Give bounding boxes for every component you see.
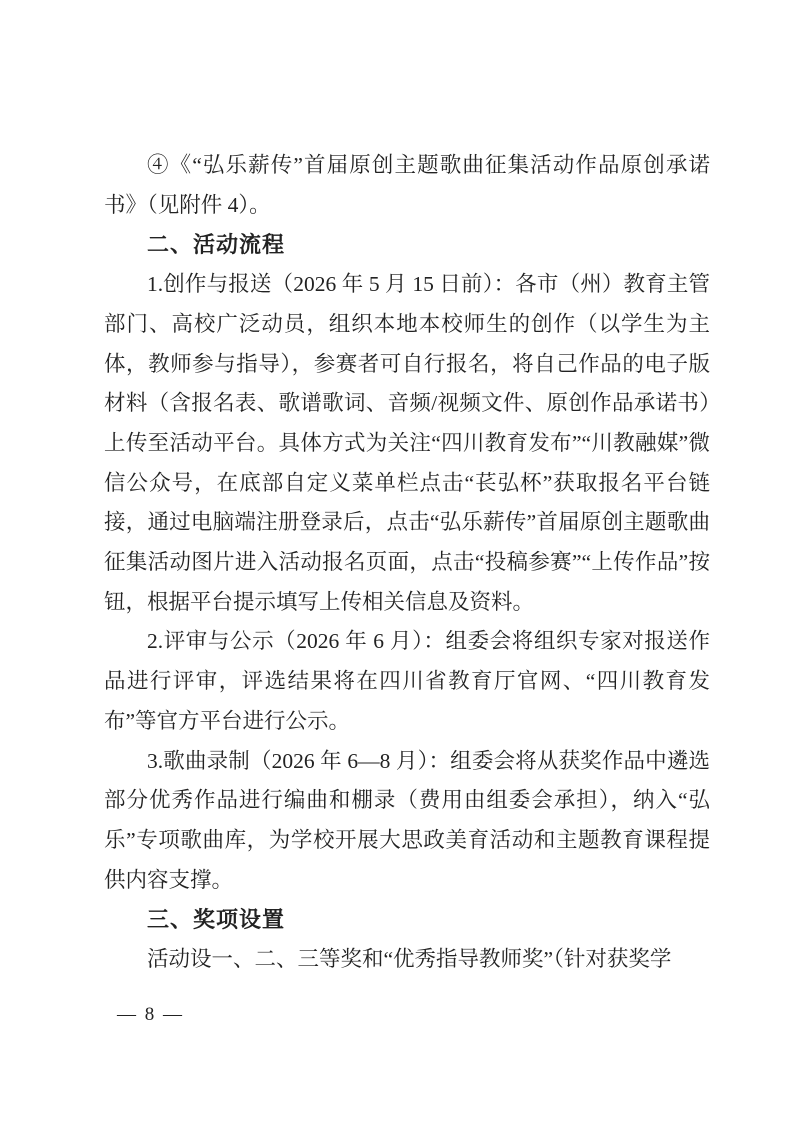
heading-awards-setup: 三、奖项设置 bbox=[147, 907, 286, 933]
page-number: — 8 — bbox=[117, 1004, 184, 1025]
heading-activity-process: 二、活动流程 bbox=[147, 232, 286, 258]
paragraph-review-and-publicity: 2.评审与公示（2026 年 6 月）：组委会将组织专家对报送作品进行评审，评选结果将在四川省教育厅官网、“四川教育发布”等官方平台进行公示。 bbox=[104, 629, 710, 733]
document-body bbox=[104, 146, 710, 980]
paragraph-song-recording: 3.歌曲录制（2026 年 6—8 月）：组委会将从获奖作品中遴选部分优秀作品进行编曲和棚录（费用由组委会承担），纳入“弘乐”专项歌曲库，为学校开展大思政美育活动和主题教育课程提供内容支撑。 bbox=[104, 748, 710, 892]
paragraph-awards-intro: 活动设一、二、三等奖和“优秀指导教师奖”（针对获奖学 bbox=[147, 947, 672, 972]
paragraph-annex-item-4: ④《“弘乐薪传”首届原创主题歌曲征集活动作品原创承诺书》（见附件 4）。 bbox=[104, 153, 710, 217]
paragraph-creation-and-submission: 1.创作与报送（2026 年 5 月 15 日前）：各市（州）教育主管部门、高校广泛动员，组织本地本校师生的创作（以学生为主体，教师参与指导），参赛者可自行报名，将自己作品的电子版材料（含报名表、歌谱歌词、音频/视频文件、原创作品承诺书）上传至活动平台。具体方式为关注“四川教育发布”“川教融媒”微信公众号，在底部自定义菜单栏点击“苌弘杯”获取报名平台链接，通过电脑端注册登录后，点击“弘乐薪传”首届原创主题歌曲征集活动图片进入活动报名页面，点击“投稿参赛”“上传作品”按钮，根据平台提示填写上传相关信息及资料。 bbox=[104, 272, 710, 614]
